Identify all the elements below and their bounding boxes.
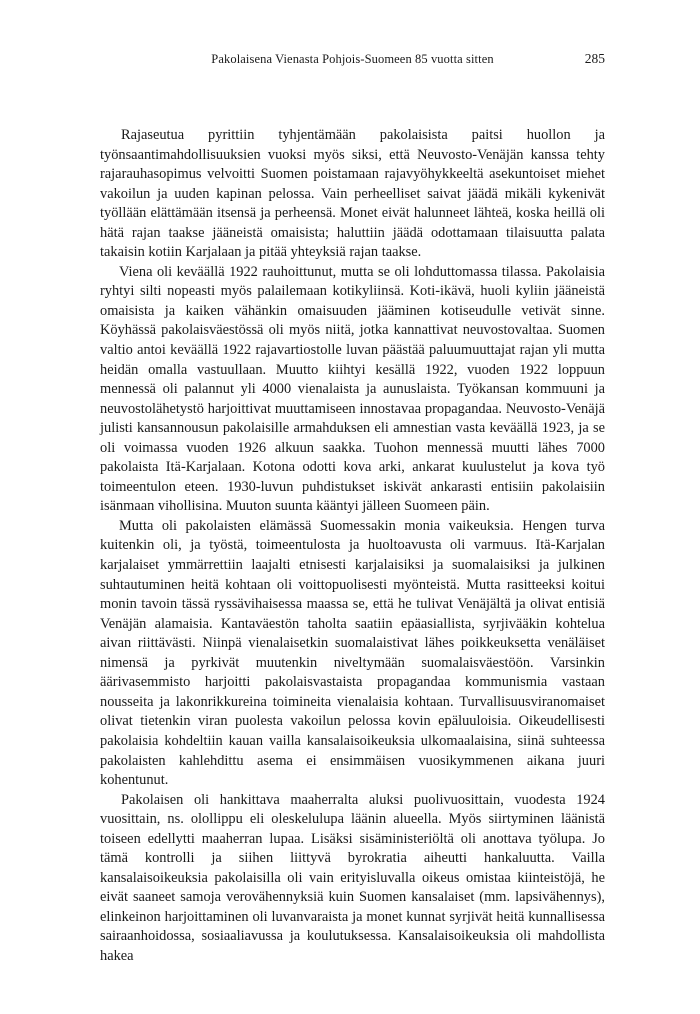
paragraph: Viena oli keväällä 1922 rauhoittunut, mutta se oli lohduttomassa tilassa. Pakolaisia ryhtyi silti nopeasti myös palailemaan kotikyliinsä. Koti-ikävä, huoli kyliin jääneistä omaisista ja kaiken vähänkin omaisuuden jääminen kotiseudulle vetivät sinne. Köyhässä pakolaisväestössä oli myös niitä, jotka kannattivat neuvostovaltaa. Suomen valtio antoi keväällä 1922 rajavartiostolle luvan päästää paluumuuttajat rajan yli mutta heidän omalla vastuullaan. Muutto kiihtyi kesällä 1922, vuoden 1922 loppuun mennessä oli palannut yli 4000 vienalaista ja aunuslaista. Työkansan kommuuni ja neuvostolähetystö harjoittivat muuttamiseen innostavaa propagandaa. Neuvosto-Venäjä julisti kansannousun pakolaisille armahduksen eli amnestian vasta keväällä 1923, ja se oli voimassa vuoden 1926 alkuun saakka. Tuohon mennessä muutti lähes 7000 pakolaista Itä-Karjalaan. Kotona odotti kova arki, ankarat kuulustelut ja kova työ toimeentulon eteen. 1930-luvun puhdistukset iskivät ankarasti entisiin pakolaisiin isänmaan vihollisina. Muuton suunta kääntyi jälleen Suomeen päin. — [100, 263, 605, 515]
body-text — [100, 126, 605, 967]
running-title: Pakolaisena Vienasta Pohjois-Suomeen 85 vuotta sitten — [211, 52, 494, 66]
paragraph: Mutta oli pakolaisten elämässä Suomessakin monia vaikeuksia. Hengen turva kuitenkin oli, ja työstä, toimeentulosta ja huoltoavusta oli varmuus. Itä-Karjalan karjalaiset ymmärrettiin laajalti etnisesti karjalaisiksi ja suomalaisiksi ja julkinen suhtautuminen heitä kohtaan oli voittopuolisesti myönteistä. Mutta rasitteeksi koitui monin tavoin tässä ryssävihaisessa maassa se, että he tulivat Venäjältä ja olivat entisiä Venäjän alamaisia. Kantaväestön taholta saatiin epäasiallista, syrjivääkin kohtelua aivan riittävästi. Niinpä vienalaisetkin suomalaistivat lähes poikkeuksetta venäläiset nimensä ja pyrkivät muutenkin niveltymään suomalaisväestöön. Varsinkin äärivasemmisto harjoitti pakolaisvastaista propagandaa kommunismia vastaan nousseita ja lakonrikkureina toimineita vienalaisia kohtaan. Turvallisuusviranomaiset olivat tietenkin viran puolesta vakoilun pelossa kovin epäluuloisia. Oikeudellisesti pakolaisia kohdeltiin kauan vailla kansalaisoikeuksia ulkomaalaisina, siinä suhteessa pakolaisten kahlehdittu asema ei ensimmäisen vuosikymmenen aikana juuri kohentunut. — [100, 517, 605, 789]
paragraph: Rajaseutua pyrittiin tyhjentämään pakolaisista paitsi huollon ja työnsaantimahdollisuuksien vuoksi myös siksi, että Neuvosto-Venäjän kanssa tehty rajarauhasopimus velvoitti Suomen poistamaan rajavyöhykkeeltä asekuntoiset miehet vakoilun ja uuden kapinan pelossa. Vain perheelliset saivat jäädä mikäli kykenivät työllään elättämään itsensä ja perheensä. Monet eivät halunneet lähteä, koska heillä oli hätä rajan taakse jääneistä omaisista; haluttiin jäädä odottamaan tilaisuutta palata takaisin kotiin Karjalaan ja pitää yhteyksiä rajan taakse. — [100, 127, 605, 261]
paragraph: Pakolaisen oli hankittava maaherralta aluksi puolivuosittain, vuodesta 1924 vuosittain, ns. olollippu eli oleskelulupa läänin alueella. Myös siirtyminen läänistä toiseen edellytti maaherran lupaa. Lisäksi sisäministeriöltä oli anottava työlupa. Jo tämä kontrolli ja siihen liittyvä byrokratia aiheutti hankaluutta. Vailla kansalaisoikeuksia pakolaisilla oli vain erityisluvalla oikeus omistaa kiinteistöjä, he eivät saaneet samoja verovähennyksiä kuin Suomen kansalaiset (mm. lapsivähennys), elinkeinon harjoittaminen oli luvanvaraista ja monet kunnat syrjivät heitä kunnallisessa sairaanhoidossa, sosiaaliavussa ja koulutuksessa. Kansalaisoikeuksia oli mahdollista hakea — [100, 791, 605, 964]
running-header — [100, 52, 605, 70]
page-number: 285 — [584, 51, 605, 66]
